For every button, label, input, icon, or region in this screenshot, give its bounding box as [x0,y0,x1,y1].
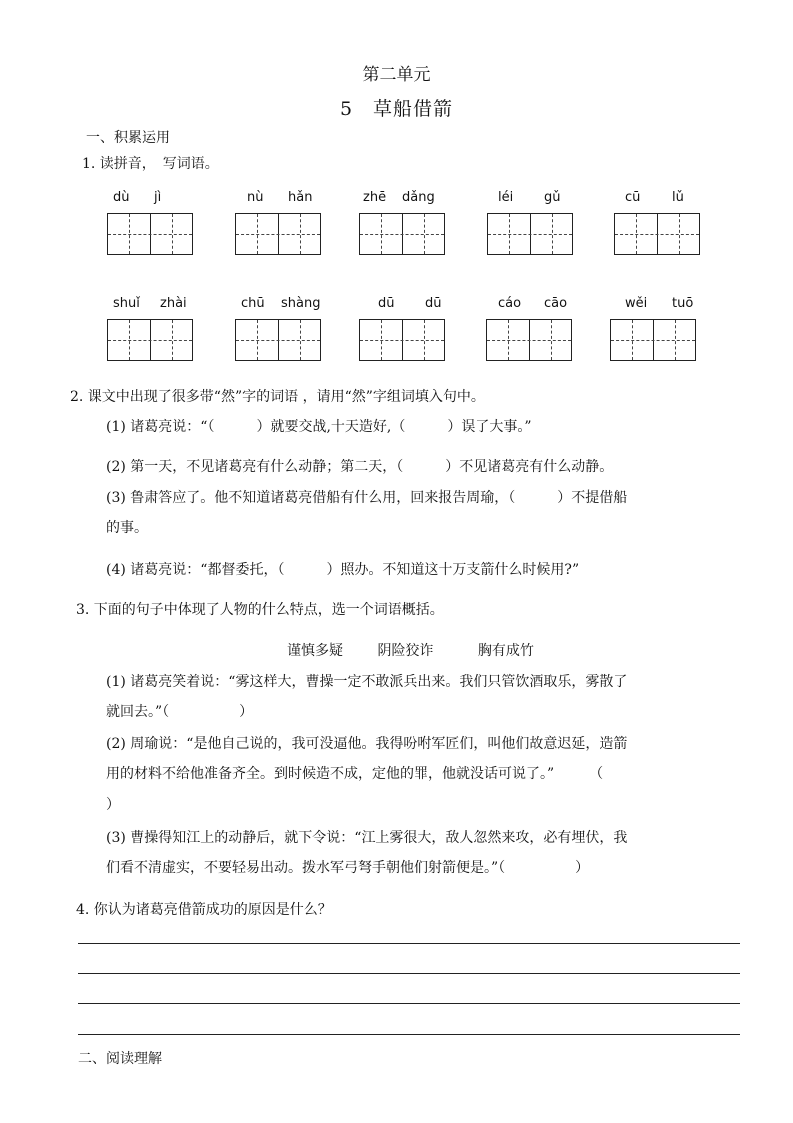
pinyin: cáo [498,296,522,311]
q2-sentence-4: (4) 诸葛亮说：“都督委托，（ ）照办。不知道这十万支箭什么时候用?” [106,562,580,578]
pinyin: dū [378,296,395,311]
writing-box[interactable] [235,213,321,255]
q3-sentence-3-cont: 们看不清虚实，不要轻易出动。拨水军弓弩手朝他们射箭便是。”（ ） [106,860,590,876]
writing-box[interactable] [610,319,696,361]
pinyin: shàng [281,296,321,311]
writing-box[interactable] [359,213,445,255]
pinyin: nù [247,190,264,205]
pinyin: léi [498,190,514,205]
pinyin: dù [113,190,130,205]
writing-box[interactable] [107,213,193,255]
q2-sentence-2: (2) 第一天，不见诸葛亮有什么动静；第二天，（ ）不见诸葛亮有什么动静。 [106,459,614,475]
pinyin: cū [625,190,641,205]
pinyin: cāo [544,296,568,311]
pinyin: jì [154,190,162,205]
answer-line[interactable] [78,1034,740,1035]
choice-word: 阴险狡诈 [377,643,434,659]
pinyin: dǎng [402,190,435,205]
q1-prompt: 1. 读拼音， 写词语。 [82,156,219,172]
answer-line[interactable] [78,943,740,944]
pinyin: lǔ [672,190,684,205]
pinyin: zhài [160,296,187,311]
q3-sentence-3: (3) 曹操得知江上的动静后，就下令说：“江上雾很大，敌人忽然来攻，必有埋伏，我 [106,830,628,846]
q3-sentence-1: (1) 诸葛亮笑着说：“雾这样大，曹操一定不敢派兵出来。我们只管饮酒取乐，雾散了 [106,674,628,690]
choice-word: 胸有成竹 [477,643,534,659]
choice-word: 谨慎多疑 [287,643,343,659]
pinyin: hǎn [288,190,313,205]
writing-box[interactable] [614,213,700,255]
answer-line[interactable] [78,973,740,974]
q3-word-choices [287,640,534,660]
pinyin: wěi [625,296,648,311]
q3-sentence-1-cont: 就回去。”（ ） [106,704,254,720]
writing-box[interactable] [107,319,193,361]
writing-box[interactable] [487,213,573,255]
q3-sentence-2-end: ） [106,797,120,813]
pinyin: dū [425,296,442,311]
q3-sentence-2: (2) 周瑜说：“是他自己说的，我可没逼他。我得吩咐军匠们，叫他们故意迟延，造箭 [106,736,628,752]
pinyin: shuǐ [113,296,140,311]
writing-box[interactable] [359,319,445,361]
q4-prompt: 4. 你认为诸葛亮借箭成功的原因是什么？ [76,902,332,918]
q2-sentence-3: (3) 鲁肃答应了。他不知道诸葛亮借船有什么用，回来报告周瑜，（ ）不提借船 [106,490,628,506]
unit-title: 第二单元 [362,65,431,85]
writing-box[interactable] [235,319,321,361]
pinyin: gǔ [544,190,561,205]
section-1-title: 一、积累运用 [86,130,170,146]
q2-sentence-3-cont: 的事。 [106,520,148,536]
writing-box[interactable] [486,319,572,361]
q3-sentence-2-cont: 用的材料不给他准备齐全。到时候造不成，定他的罪，他就没话可说了。” （ [106,766,604,782]
pinyin: tuō [672,296,694,311]
lesson-title: 5 草船借箭 [339,98,454,120]
pinyin: chū [241,296,265,311]
q2-prompt: 2. 课文中出现了很多带“然”字的词语 ，请用“然”字组词填入句中。 [70,389,485,405]
q3-prompt: 3. 下面的句子中体现了人物的什么特点，选一个词语概括。 [76,602,444,618]
answer-line[interactable] [78,1003,740,1004]
q2-sentence-1: (1) 诸葛亮说：“（ ）就要交战,十天造好,（ ）误了大事。” [106,419,532,435]
section-2-title: 二、阅读理解 [78,1051,162,1067]
pinyin: zhē [363,190,387,205]
